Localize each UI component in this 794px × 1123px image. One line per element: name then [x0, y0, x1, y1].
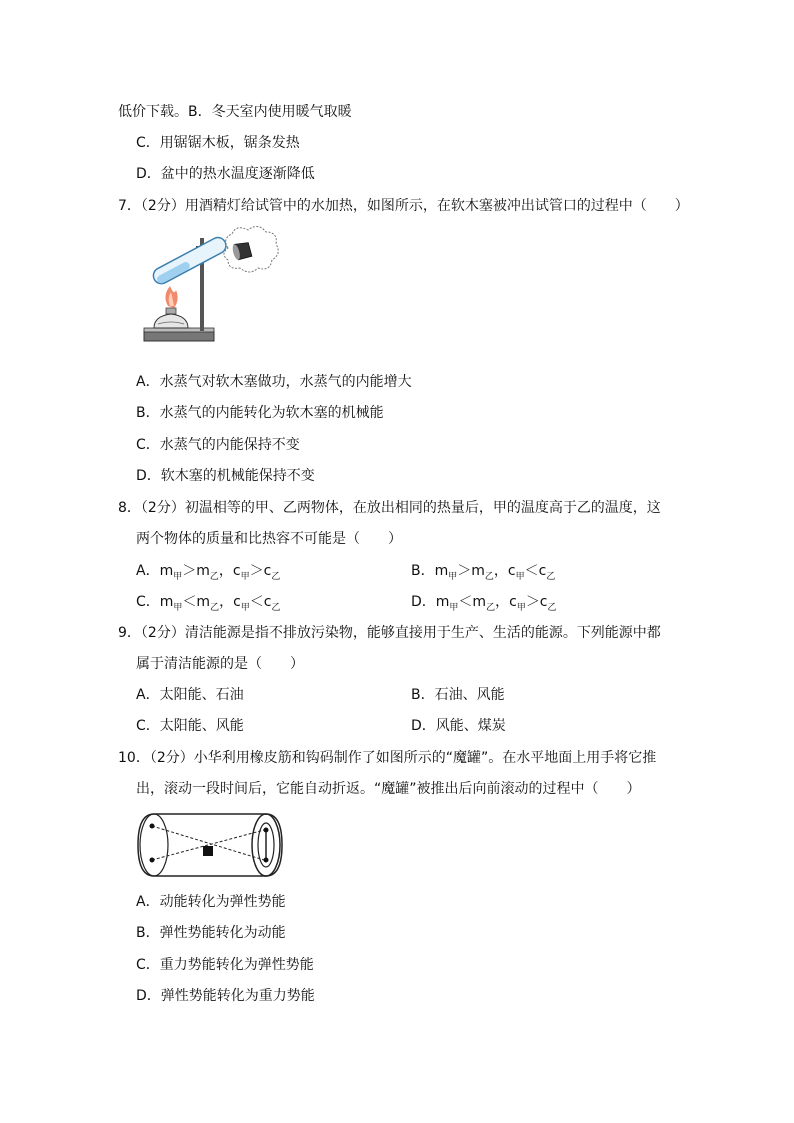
q9-option-d: D．风能、煤炭	[411, 718, 506, 734]
q8-option-c: C．$m_甲<m_乙$，$c_甲<c_乙$	[136, 594, 281, 613]
q7-option-a: A．水蒸气对软木塞做功，水蒸气的内能增大	[136, 374, 412, 390]
q7-option-d: D．软木塞的机械能保持不变	[136, 468, 315, 484]
q10-stem-line-2: 出，滚动一段时间后，它能自动折返。“魔罐”被推出后向前滚动的过程中（ ）	[136, 781, 641, 797]
q7-option-b: B．水蒸气的内能转化为软木塞的机械能	[136, 405, 384, 421]
q8-option-b: B．$m_甲>m_乙$，$c_甲<c_乙$	[411, 563, 556, 582]
q10-option-b: B．弹性势能转化为动能	[136, 925, 286, 941]
q10-option-d: D．弹性势能转化为重力势能	[136, 988, 315, 1004]
q8-option-a: A．$m_甲>m_乙$，$c_甲>c_乙$	[136, 563, 281, 582]
q8-stem-line-2: 两个物体的质量和比热容不可能是（ ）	[136, 531, 402, 547]
q10-magic-can-figure	[134, 810, 286, 880]
q6-option-d: D．盆中的热水温度逐渐降低	[136, 166, 315, 182]
q7-stem: 7．（2分）用酒精灯给试管中的水加热，如图所示，在软木塞被冲出试管口的过程中（ ）	[118, 198, 689, 214]
q10-option-c: C．重力势能转化为弹性势能	[136, 957, 314, 973]
q9-option-b: B．石油、风能	[411, 687, 505, 703]
q7-option-c: C．水蒸气的内能保持不变	[136, 437, 300, 453]
q7-test-tube-heating-figure	[140, 228, 280, 353]
q10-stem-line-1: 10．（2分）小华利用橡皮筋和钩码制作了如图所示的“魔罐”。在水平地面上用手将它推	[118, 750, 657, 766]
q9-option-a: A．太阳能、石油	[136, 687, 244, 703]
q9-stem-line-2: 属于清洁能源的是（ ）	[136, 656, 304, 672]
q6-option-c: C．用锯锯木板，锯条发热	[136, 135, 300, 151]
q8-stem-line-1: 8．（2分）初温相等的甲、乙两物体，在放出相同的热量后，甲的温度高于乙的温度，这	[118, 500, 661, 516]
q10-option-a: A．动能转化为弹性势能	[136, 894, 286, 910]
q6-continuation-line: 低价下载。B．冬天室内使用暖气取暖	[118, 104, 352, 120]
q9-option-c: C．太阳能、风能	[136, 718, 244, 734]
q9-stem-line-1: 9．（2分）清洁能源是指不排放污染物，能够直接用于生产、生活的能源。下列能源中都	[118, 625, 661, 641]
q8-option-d: D．$m_甲<m_乙$，$c_甲>c_乙$	[411, 594, 557, 613]
